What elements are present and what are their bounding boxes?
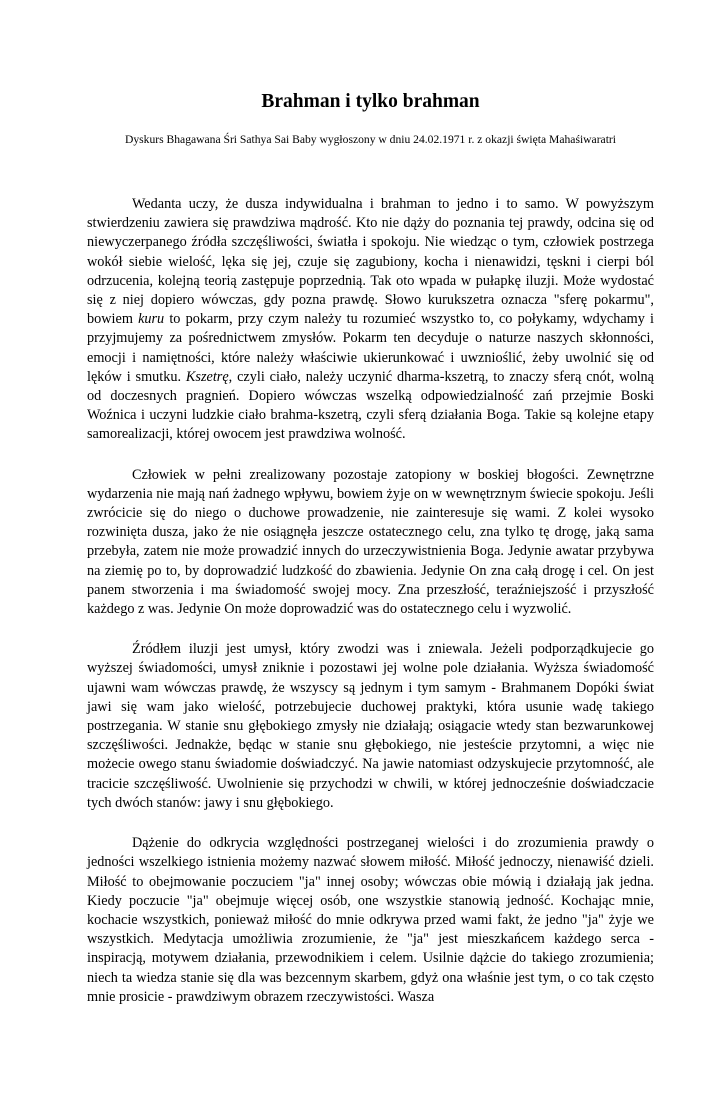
document-page	[0, 90, 724, 1114]
paragraph-1-part-a: Wedanta uczy, że dusza indywidualna i brahman to jedno i to samo. W powyższym stwierdzeniu zawiera się prawdziwa mądrość. Kto nie dąży do poznania tej prawdy, odcina się od niewyczerpanego źródła szczęśliwości, światła i spokoju. Nie wiedząc o tym, człowiek postrzega wokół siebie wielość, lęka się jej, czuje się zagubiony, kocha i nienawidzi, tęskni i cierpi ból odrzucenia, kolejną teorią zastępuje poprzednią. Tak oto wpada w pułapkę iluzji. Może wydostać się z niej dopiero wówczas, gdy pozna prawdę. Słowo kurukszetra oznacza "sferę pokarmu", bowiem	[87, 196, 654, 328]
paragraph-1	[87, 195, 654, 445]
paragraph-1-part-c: , czyli ciało, należy uczynić dharma-kszetrą, to znaczy sferą cnót, wolną od doczesnych pragnień. Dopiero wówczas wszelką odpowiedzialność zań przejmie Boski Woźnica i uczyni ludzkie ciało brahma-kszetrą, czyli sferą działania Boga. Takie są kolejne etapy samorealizacji, której owocem jest prawdziwa wolność.	[87, 368, 654, 443]
page-subtitle: Dyskurs Bhagawana Śri Sathya Sai Baby wygłoszony w dniu 24.02.1971 r. z okazji święta Mahaśiwaratri	[124, 133, 617, 146]
paragraph-1-part-b: to pokarm, przy czym należy tu rozumieć wszystko to, co połykamy, wdychamy i przyjmujemy za pośrednictwem zmysłów. Pokarm ten decyduje o naturze naszych skłonności, emocji i namiętności, które należy właściwie ukierunkować i uwznioślić, żeby uwolnić się od lęków i smutku.	[87, 311, 654, 385]
paragraph-2: Człowiek w pełni zrealizowany pozostaje zatopiony w boskiej błogości. Zewnętrzne wydarzenia nie mają nań żadnego wpływu, bowiem żyje on w wewnętrznym świecie spokoju. Jeśli zwrócicie się do niego o duchowe prowadzenie, nie zainteresuje się wami. Z kolei wysoko rozwinięta dusza, jako że nie osiągnęła jeszcze ostatecznego celu, zna tylko tę drogę, jaką sama przebyła, zatem nie może prowadzić innych do urzeczywistnienia Boga. Jedynie awatar przybywa na ziemię po to, by doprowadzić ludzkość do zbawienia. Jedynie On zna całą drogę i cel. On jest panem stworzenia i ma świadomość swojej mocy. Zna przeszłość, teraźniejszość i przyszłość każdego z was. Jedynie On może doprowadzić was do ostatecznego celu i wyzwolić.	[87, 466, 654, 618]
term-kszetre: Kszetrę	[185, 368, 229, 385]
paragraph-4: Dążenie do odkrycia względności postrzeganej wielości i do zrozumienia prawdy o jedności wszelkiego istnienia możemy nazwać słowem miłość. Miłość jednoczy, nienawiść dzieli. Miłość to obejmowanie poczuciem "ja" innej osoby; wówczas obie mówią i działają jak jedna. Kiedy poczucie "ja" obejmuje więcej osób, one wszystkie stanowią jedność. Kochając mnie, kochacie wszystkich, ponieważ miłość do mnie odkrywa przed wami fakt, że jedno "ja" żyje we wszystkich. Medytacja umożliwia zrozumienie, że "ja" jest mieszkańcem każdego serca - inspiracją, motywem działania, przewodnikiem i celem. Usilnie dążcie do takiego zrozumienia; niech ta wiedza stanie się dla was bezcennym skarbem, gdyż ona właśnie jest tym, o co tak często mnie prosicie - prawdziwym obrazem rzeczywistości. Wasza	[87, 835, 654, 1005]
term-kuru: kuru	[138, 311, 165, 328]
page-title: Brahman i tylko brahman	[261, 91, 480, 112]
body-text	[87, 195, 654, 1007]
paragraph-3: Źródłem iluzji jest umysł, który zwodzi was i zniewala. Jeżeli podporządkujecie go wyższej świadomości, umysł zniknie i pozostawi jej wolne pole działania. Wyższa świadomość ujawni wam wówczas prawdę, że wszyscy są jednym i tym samym - Brahmanem Dopóki świat jawi się wam jako wielość, potrzebujecie duchowej praktyki, która usunie wadę takiego postrzegania. W stanie snu głębokiego zmysły nie działają; osiągacie wtedy stan bezwarunkowej szczęśliwości. Jednakże, będąc w stanie snu głębokiego, nie jesteście przytomni, a więc nie możecie owego stanu świadomie doświadczyć. Na jawie natomiast odzyskujecie przytomność, ale tracicie szczęśliwość. Uwolnienie się przychodzi w chwili, w której jednocześnie doświadczacie tych dwóch stanów: jawy i snu głębokiego.	[87, 641, 654, 811]
